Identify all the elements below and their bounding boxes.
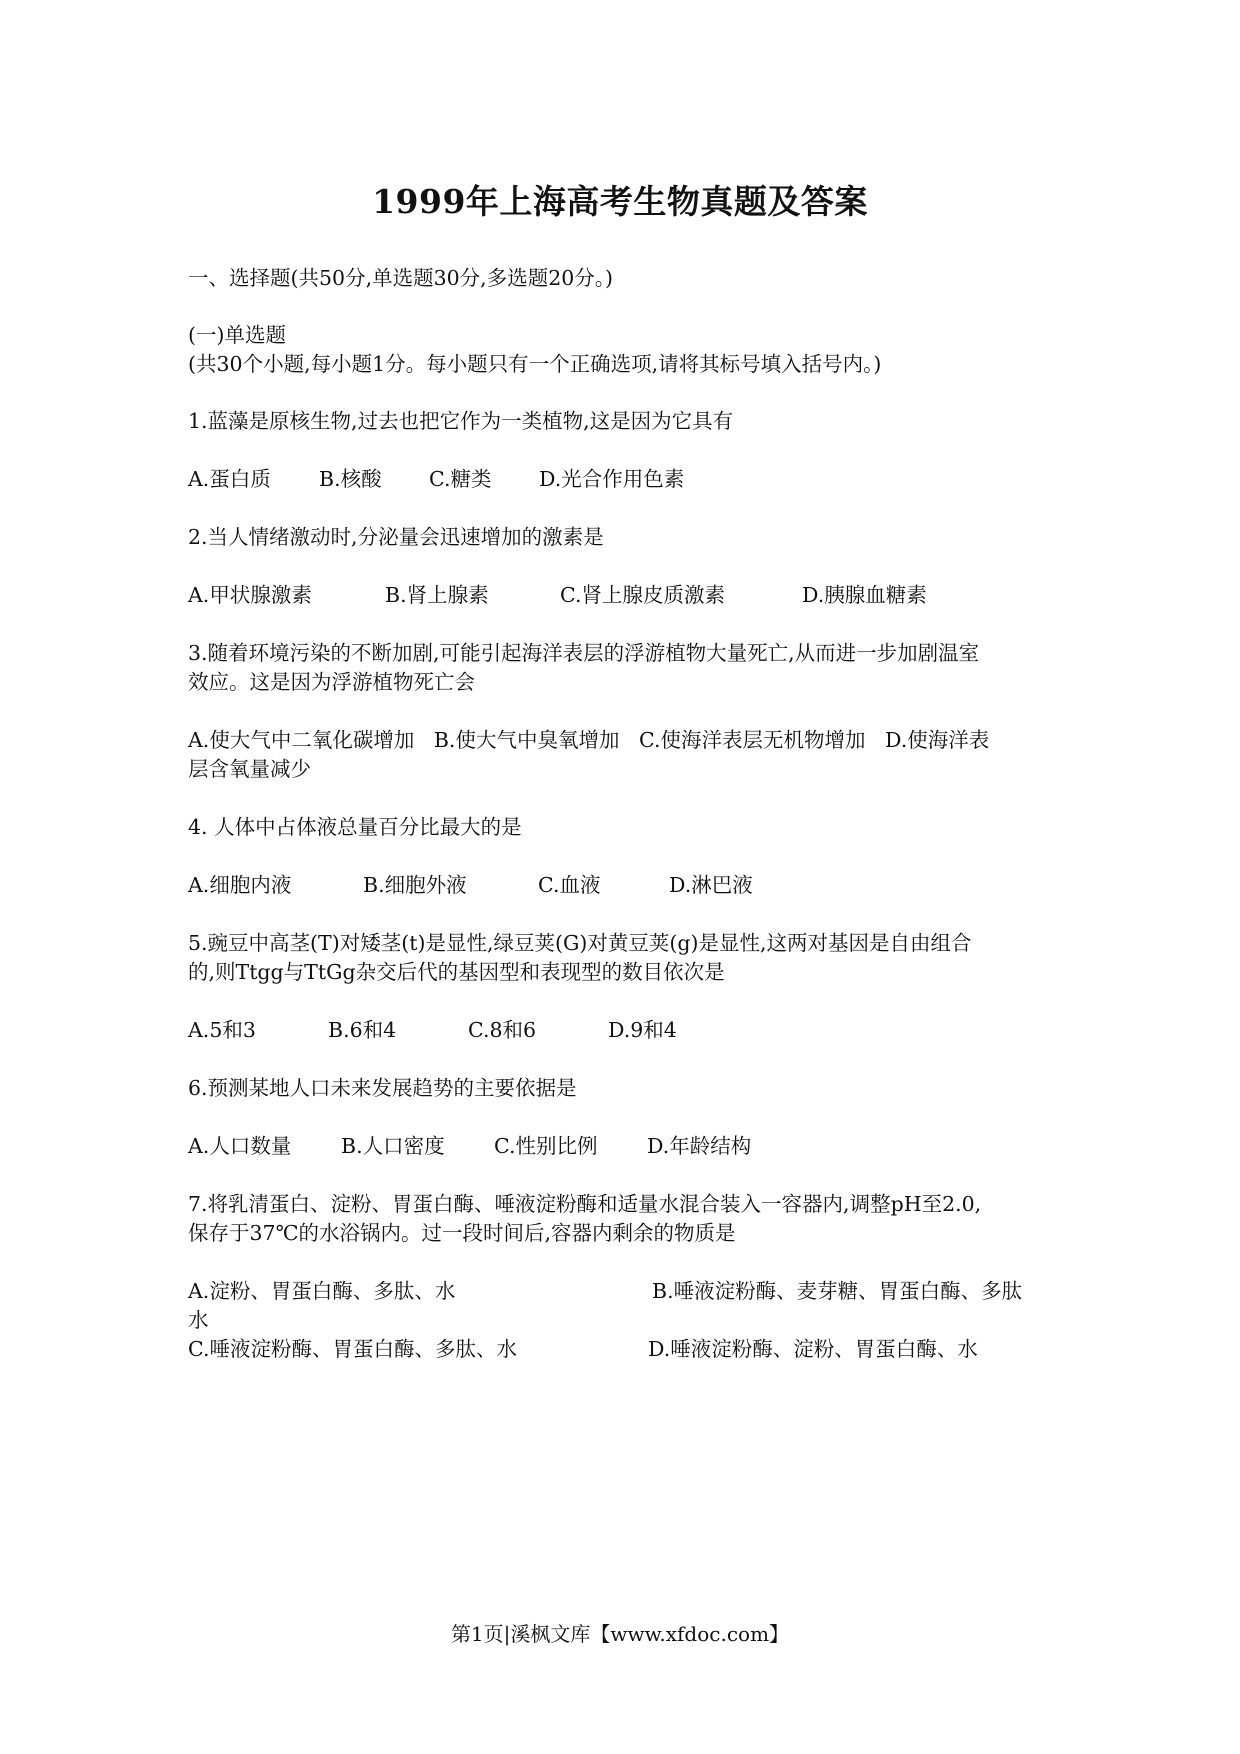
page-footer: 第1页|溪枫文库【www.xfdoc.com】 — [450, 1622, 790, 1646]
document-title: 1999年上海高考生物真题及答案 — [372, 182, 868, 221]
question-1-stem: 1.蓝藻是原核生物,过去也把它作为一类植物,这是因为它具有 — [188, 409, 734, 433]
question-7-option-c: C.唾液淀粉酶、胃蛋白酶、多肽、水 — [188, 1337, 517, 1361]
question-4-options — [188, 869, 753, 902]
question-5-options — [188, 1014, 677, 1047]
option-a: A.人口数量 — [188, 1134, 292, 1158]
option-a: A.蛋白质 — [188, 467, 271, 491]
question-3-options-line-1: A.使大气中二氧化碳增加 B.使大气中臭氧增加 C.使海洋表层无机物增加 D.使海洋表 — [188, 728, 990, 752]
option-c: C.性别比例 — [494, 1134, 598, 1158]
option-d: D.胰腺血糖素 — [802, 583, 927, 607]
option-b: B.6和4 — [328, 1018, 397, 1042]
question-7-option-a: A.淀粉、胃蛋白酶、多肽、水 — [188, 1279, 456, 1303]
option-b: B.人口密度 — [341, 1134, 445, 1158]
option-a: A.细胞内液 — [188, 873, 292, 897]
question-6-stem: 6.预测某地人口未来发展趋势的主要依据是 — [188, 1076, 577, 1100]
subsection-note: (共30个小题,每小题1分。每小题只有一个正确选项,请将其标号填入括号内。) — [188, 352, 882, 376]
option-c: C.血液 — [538, 873, 601, 897]
option-d: D.淋巴液 — [669, 873, 753, 897]
question-1-options — [188, 463, 684, 496]
question-2-options — [188, 579, 927, 612]
option-a: A.甲状腺激素 — [188, 583, 312, 607]
subsection-heading: (一)单选题 — [188, 323, 286, 347]
option-b: B.核酸 — [319, 467, 382, 491]
option-d: D.光合作用色素 — [539, 467, 685, 491]
question-3-stem-line-2: 效应。这是因为浮游植物死亡会 — [188, 670, 475, 694]
question-4-stem: 4. 人体中占体液总量百分比最大的是 — [188, 815, 522, 839]
question-7-stem-line-1: 7.将乳清蛋白、淀粉、胃蛋白酶、唾液淀粉酶和适量水混合装入一容器内,调整pH至2.0, — [188, 1192, 982, 1216]
option-b: B.肾上腺素 — [385, 583, 489, 607]
option-c: C.糖类 — [429, 467, 492, 491]
question-3-stem-line-1: 3.随着环境污染的不断加剧,可能引起海洋表层的浮游植物大量死亡,从而进一步加剧温室 — [188, 641, 980, 665]
question-7-option-b-continued: 水 — [188, 1308, 209, 1332]
option-c: C.肾上腺皮质激素 — [560, 583, 725, 607]
question-7-stem-line-2: 保存于37℃的水浴锅内。过一段时间后,容器内剩余的物质是 — [188, 1221, 736, 1245]
question-3-options-line-2: 层含氧量减少 — [188, 757, 311, 781]
option-c: C.8和6 — [468, 1018, 537, 1042]
question-2-stem: 2.当人情绪激动时,分泌量会迅速增加的激素是 — [188, 525, 604, 549]
question-5-stem-line-2: 的,则Ttgg与TtGg杂交后代的基因型和表现型的数目依次是 — [188, 960, 725, 984]
question-6-options — [188, 1130, 751, 1163]
option-b: B.细胞外液 — [363, 873, 467, 897]
section-heading: 一、选择题(共50分,单选题30分,多选题20分。) — [188, 266, 614, 290]
question-5-stem-line-1: 5.豌豆中高茎(T)对矮茎(t)是显性,绿豆荚(G)对黄豆荚(g)是显性,这两对基因是自由组合 — [188, 931, 972, 955]
option-d: D.9和4 — [608, 1018, 677, 1042]
question-7-option-d: D.唾液淀粉酶、淀粉、胃蛋白酶、水 — [648, 1337, 978, 1361]
question-7-option-b: B.唾液淀粉酶、麦芽糖、胃蛋白酶、多肽 — [652, 1279, 1023, 1303]
option-a: A.5和3 — [188, 1018, 256, 1042]
option-d: D.年龄结构 — [647, 1134, 752, 1158]
